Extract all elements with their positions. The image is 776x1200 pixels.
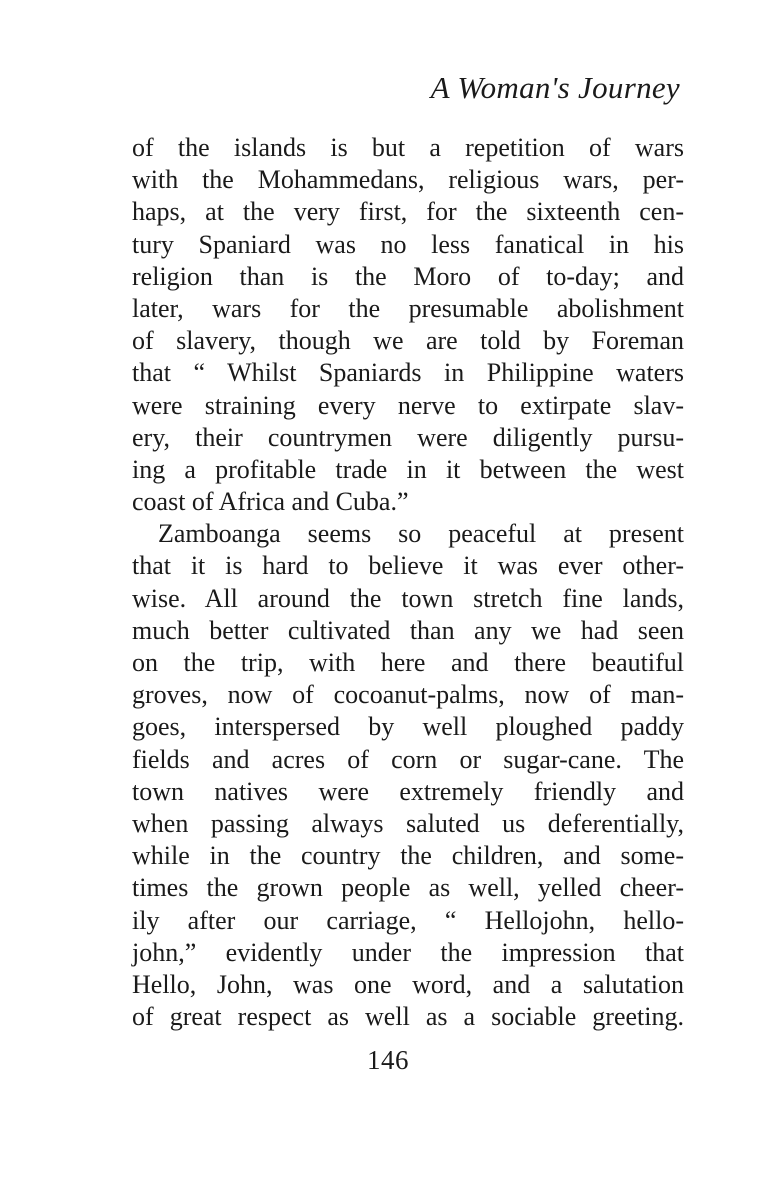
text-line: fields and acres of corn or sugar-cane. The bbox=[132, 744, 684, 774]
text-line: Zamboanga seems so peaceful at present bbox=[158, 519, 684, 549]
text-line: of slavery, though we are told by Foreman bbox=[132, 326, 684, 356]
text-line: of great respect as well as a sociable greeting. bbox=[132, 1002, 684, 1032]
text-line: on the trip, with here and there beautiful bbox=[132, 648, 684, 677]
running-head: A Woman's Journey bbox=[430, 70, 680, 105]
text-line: much better cultivated than any we had seen bbox=[132, 615, 684, 645]
text-line: john,” evidently under the impression that bbox=[132, 937, 684, 967]
text-line: haps, at the very first, for the sixteenth cen- bbox=[132, 197, 684, 227]
text-line: when passing always saluted us deferentially, bbox=[132, 808, 684, 838]
text-line: coast of Africa and Cuba.” bbox=[132, 487, 409, 517]
text-line: wise. All around the town stretch fine lands, bbox=[132, 583, 684, 613]
text-line: goes, interspersed by well ploughed paddy bbox=[132, 712, 684, 742]
body-text bbox=[132, 132, 684, 1033]
text-line: that it is hard to believe it was ever other- bbox=[132, 551, 684, 581]
text-line: religion than is the Moro of to-day; and bbox=[132, 261, 684, 291]
text-line: tury Spaniard was no less fanatical in his bbox=[132, 229, 684, 259]
text-line: were straining every nerve to extirpate slav- bbox=[132, 390, 684, 420]
text-line: ing a profitable trade in it between the west bbox=[132, 454, 684, 484]
text-line: Hello, John, was one word, and a salutation bbox=[132, 969, 684, 999]
text-line: ery, their countrymen were diligently pursu- bbox=[132, 422, 684, 452]
text-line: later, wars for the presumable abolishment bbox=[132, 293, 684, 323]
text-line: times the grown people as well, yelled cheer- bbox=[132, 873, 684, 903]
page-number: 146 bbox=[367, 1045, 409, 1075]
text-line: of the islands is but a repetition of wars bbox=[132, 133, 684, 162]
text-line: that “ Whilst Spaniards in Philippine waters bbox=[132, 358, 684, 388]
text-line: while in the country the children, and some- bbox=[132, 841, 684, 871]
text-line: groves, now of cocoanut-palms, now of man- bbox=[132, 680, 684, 710]
text-line: ily after our carriage, “ Hellojohn, hello- bbox=[132, 905, 684, 935]
text-line: town natives were extremely friendly and bbox=[132, 776, 684, 806]
text-line: with the Mohammedans, religious wars, per- bbox=[132, 165, 684, 195]
